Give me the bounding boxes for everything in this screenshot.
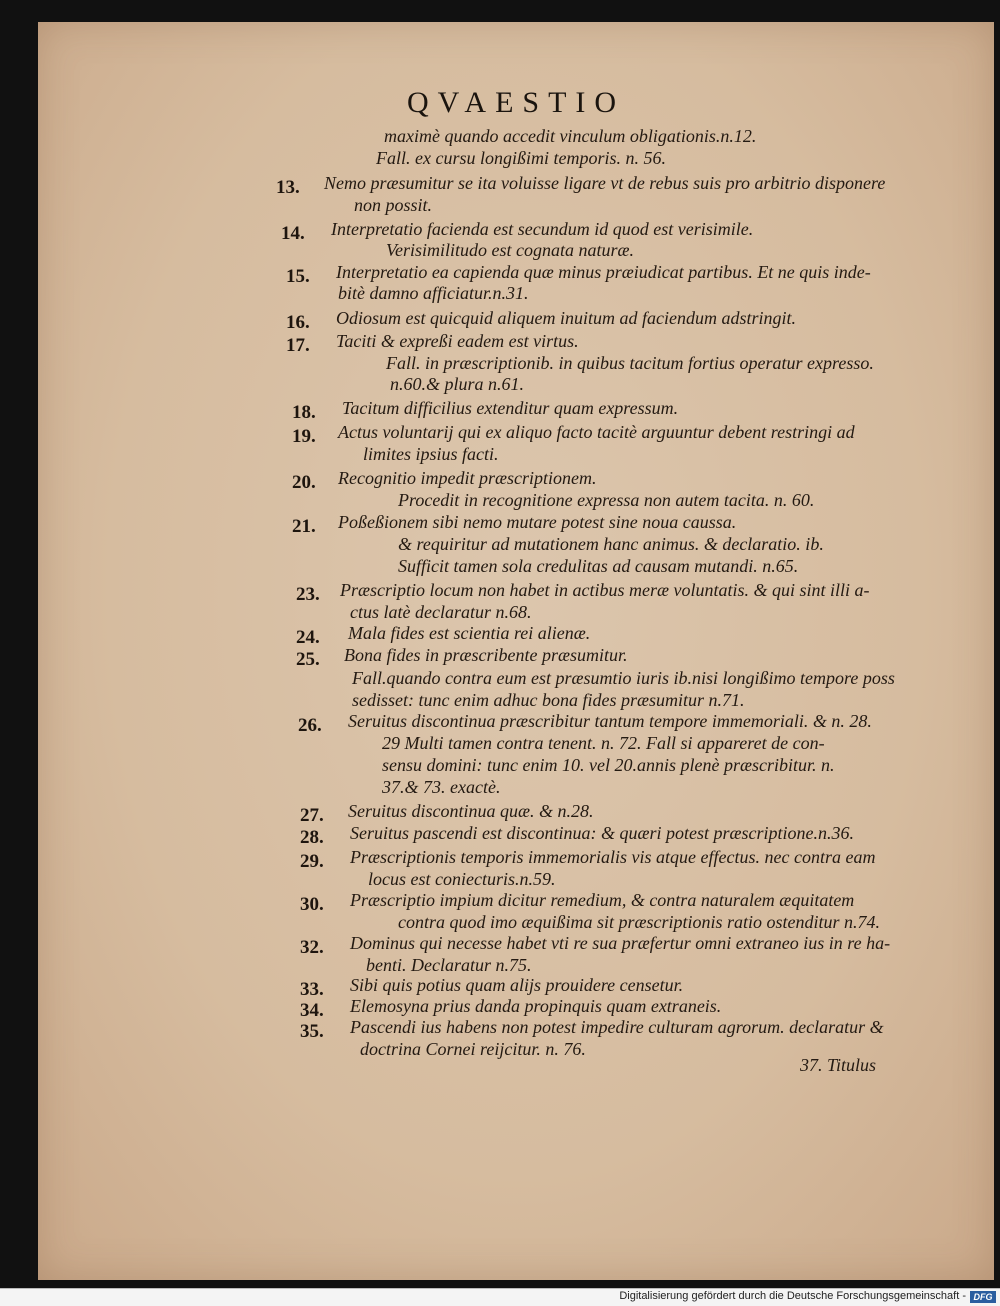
entry-number: 13.: [276, 177, 300, 198]
text-line: Recognitio impedit præscriptionem.: [338, 468, 597, 488]
entry-number: 27.: [300, 805, 324, 826]
entry-number: 28.: [300, 827, 324, 848]
text-line: sensu domini: tunc enim 10. vel 20.annis plenè præscribitur. n.: [382, 755, 835, 775]
entry-number: 17.: [286, 335, 310, 356]
entry-number: 23.: [296, 584, 320, 605]
entry-number: 30.: [300, 894, 324, 915]
text-line: Poßeßionem sibi nemo mutare potest sine noua caussa.: [338, 512, 737, 532]
entry-number: 34.: [300, 1000, 324, 1021]
text-line: Fall. in præscriptionib. in quibus tacitum fortius operatur expresso.: [386, 353, 874, 373]
text-line: ctus latè declaratur n.68.: [350, 602, 532, 622]
text-line: Dominus qui necesse habet vti re sua præfertur omni extraneo ius in re ha-: [350, 933, 891, 953]
entry-number: 24.: [296, 627, 320, 648]
text-line: Taciti & expreßi eadem est virtus.: [336, 331, 579, 351]
funding-notice: Digitalisierung gefördert durch die Deutsche Forschungsgemeinschaft -: [619, 1290, 966, 1302]
text-line: Sibi quis potius quam alijs prouidere censetur.: [350, 975, 684, 995]
text-line: doctrina Cornei reijcitur. n. 76.: [360, 1039, 586, 1059]
text-line: Nemo præsumitur se ita voluisse ligare vt de rebus suis pro arbitrio disponere: [324, 173, 886, 193]
text-line: Seruitus discontinua præscribitur tantum tempore immemoriali. & n. 28.: [348, 711, 872, 731]
text-line: maximè quando accedit vinculum obligationis.n.12.: [384, 126, 757, 146]
text-line: sedisset: tunc enim adhuc bona fides præsumitur n.71.: [352, 690, 745, 710]
text-line: Elemosyna prius danda propinquis quam extraneis.: [350, 996, 722, 1016]
text-line: Procedit in recognitione expressa non autem tacita. n. 60.: [398, 490, 815, 510]
dfg-logo-icon[interactable]: DFG: [970, 1291, 996, 1303]
text-line: contra quod imo æquißima sit præscriptionis ratio ostenditur n.74.: [398, 912, 881, 932]
text-line: benti. Declaratur n.75.: [366, 955, 532, 975]
text-line: Verisimilitudo est cognata naturæ.: [386, 240, 635, 260]
text-line: Pascendi ius habens non potest impedire culturam agrorum. declaratur &: [350, 1017, 884, 1037]
entry-number: 15.: [286, 266, 310, 287]
entry-number: 35.: [300, 1021, 324, 1042]
text-line: Odiosum est quicquid aliquem inuitum ad faciendum adstringit.: [336, 308, 796, 328]
entry-number: 29.: [300, 851, 324, 872]
text-line: Actus voluntarij qui ex aliquo facto tacitè arguuntur debent restringi ad: [338, 422, 855, 442]
text-line: Interpretatio ea capienda quæ minus præiudicat partibus. Et ne quis inde-: [336, 262, 871, 282]
entry-number: 33.: [300, 979, 324, 1000]
catchword: 37. Titulus: [800, 1055, 877, 1075]
text-line: limites ipsius facti.: [363, 444, 499, 464]
text-line: bitè damno afficiatur.n.31.: [338, 283, 529, 303]
text-line: Præscriptio impium dicitur remedium, & contra naturalem æquitatem: [350, 890, 855, 910]
text-line: locus est coniecturis.n.59.: [368, 869, 556, 889]
text-line: Præscriptionis temporis immemorialis vis atque effectus. nec contra eam: [350, 847, 876, 867]
text-line: Seruitus discontinua quæ. & n.28.: [348, 801, 594, 821]
text-line: Tacitum difficilius extenditur quam expressum.: [342, 398, 679, 418]
entry-number: 32.: [300, 937, 324, 958]
entry-number: 18.: [292, 402, 316, 423]
entry-number: 19.: [292, 426, 316, 447]
text-line: Sufficit tamen sola credulitas ad causam mutandi. n.65.: [398, 556, 799, 576]
page-header: QVAESTIO: [406, 86, 626, 119]
text-line: Præscriptio locum non habet in actibus meræ voluntatis. & qui sint illi a-: [340, 580, 870, 600]
text-line: Bona fides in præscribente præsumitur.: [344, 645, 628, 665]
text-line: non possit.: [354, 195, 433, 215]
text-line: 29 Multi tamen contra tenent. n. 72. Fall si appareret de con-: [382, 733, 825, 753]
text-line: Fall. ex cursu longißimi temporis. n. 56.: [376, 148, 666, 168]
entry-number: 25.: [296, 649, 320, 670]
entry-number: 20.: [292, 472, 316, 493]
text-line: Seruitus pascendi est discontinua: & quæri potest præscriptione.n.36.: [350, 823, 854, 843]
text-line: 37.& 73. exactè.: [382, 777, 501, 797]
text-line: Interpretatio facienda est secundum id quod est verisimile.: [331, 219, 754, 239]
book-page: [38, 22, 994, 1280]
text-line: n.60.& plura n.61.: [390, 374, 525, 394]
entry-number: 14.: [281, 223, 305, 244]
text-line: Fall.quando contra eum est præsumtio iuris ib.nisi longißimo tempore poss: [352, 668, 895, 688]
entry-number: 16.: [286, 312, 310, 333]
entry-number: 26.: [298, 715, 322, 736]
text-line: & requiritur ad mutationem hanc animus. & declaratio. ib.: [398, 534, 824, 554]
text-line: Mala fides est scientia rei alienæ.: [348, 623, 591, 643]
footer-bar: [0, 1288, 1000, 1306]
entry-number: 21.: [292, 516, 316, 537]
